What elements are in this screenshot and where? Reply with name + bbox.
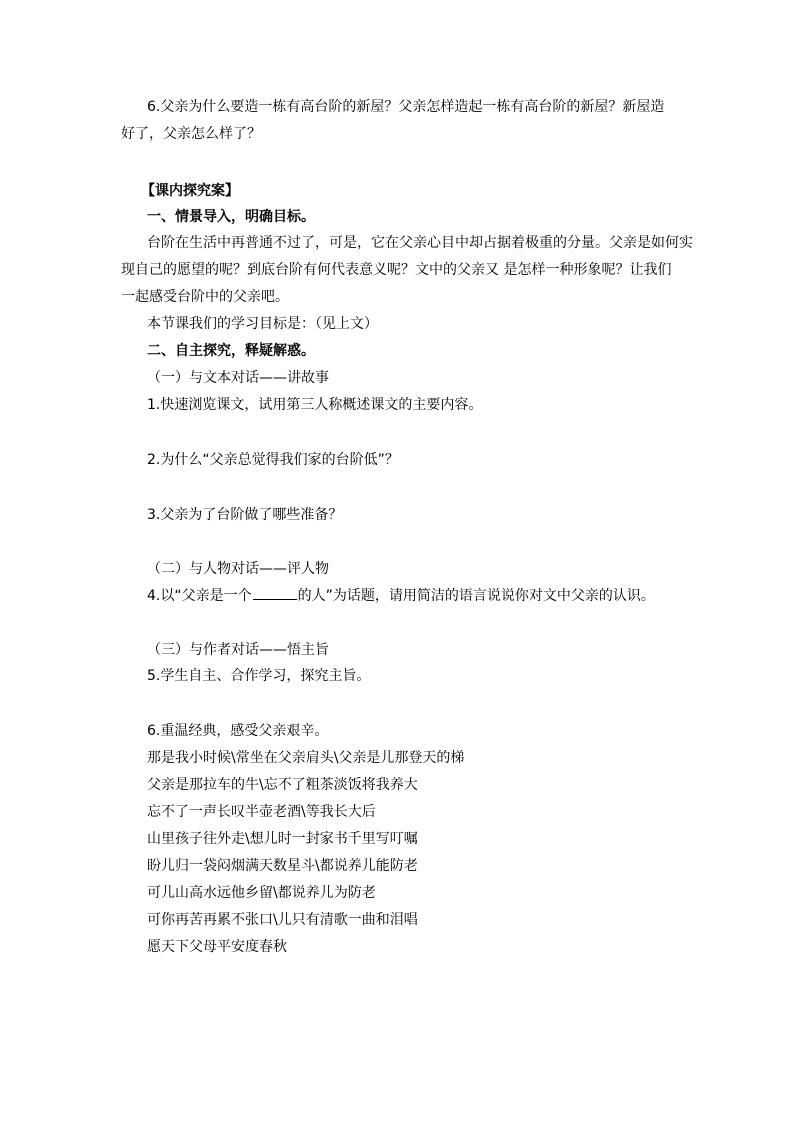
- question-6-preview-line-2: 好了，父亲怎么样了？: [121, 126, 261, 142]
- poem-line: 愿天下父母平安度春秋: [147, 939, 287, 955]
- intro-paragraph-line-2: 现自己的愿望的呢？到底台阶有何代表意义呢？文中的父亲又 是怎样一种形象呢？让我们: [121, 262, 672, 278]
- question-4-prefix: 4.以“父亲是一个: [147, 588, 252, 604]
- intro-paragraph-line-1: 台阶在生活中再普通不过了，可是，它在父亲心目中却占据着极重的分量。父亲是如何实: [147, 235, 693, 251]
- question-5: 5.学生自主、合作学习，探究主旨。: [147, 668, 371, 684]
- fill-in-blank: [253, 585, 297, 600]
- question-6-preview-line-1: 6.父亲为什么要造一栋有高台阶的新屋？父亲怎样造起一栋有高台阶的新屋？新屋造: [147, 99, 665, 115]
- part-2-heading: 二、自主探究，释疑解惑。: [147, 343, 315, 359]
- question-3: 3.父亲为了台阶做了哪些准备？: [147, 507, 343, 523]
- question-4-suffix: 的人”为话题，请用简洁的语言说说你对文中父亲的认识。: [297, 588, 655, 604]
- question-1: 1.快速浏览课文，试用第三人称概述课文的主要内容。: [147, 397, 483, 413]
- subsection-1-heading: （一）与文本对话——讲故事: [147, 370, 329, 386]
- poem-line: 可你再苦再累不张口\儿只有清歌一曲和泪唱: [147, 912, 418, 928]
- subsection-2-heading: （二）与人物对话——评人物: [147, 561, 329, 577]
- question-4: [147, 585, 655, 605]
- intro-paragraph-line-3: 一起感受台阶中的父亲吧。: [121, 289, 289, 305]
- part-1-heading: 一、情景导入，明确目标。: [147, 209, 315, 225]
- poem-line: 盼儿归一袋闷烟满天数星斗\都说养儿能防老: [147, 858, 418, 874]
- question-6: 6.重温经典，感受父亲艰辛。: [147, 723, 329, 739]
- poem-line: 父亲是那拉车的牛\忘不了粗茶淡饭将我养大: [147, 777, 418, 793]
- poem-line: 忘不了一声长叹半壶老酒\等我长大后: [147, 804, 376, 820]
- section-title: 【课内探究案】: [141, 183, 239, 199]
- learning-goal-line: 本节课我们的学习目标是：（见上文）: [147, 316, 378, 332]
- subsection-3-heading: （三）与作者对话——悟主旨: [147, 642, 329, 658]
- poem-line: 山里孩子往外走\想儿时一封家书千里写叮嘱: [147, 831, 418, 847]
- question-2: 2.为什么“父亲总觉得我们家的台阶低”？: [147, 452, 399, 468]
- poem-line: 可儿山高水远他乡留\都说养儿为防老: [147, 885, 376, 901]
- poem-line: 那是我小时候\常坐在父亲肩头\父亲是儿那登天的梯: [147, 750, 465, 766]
